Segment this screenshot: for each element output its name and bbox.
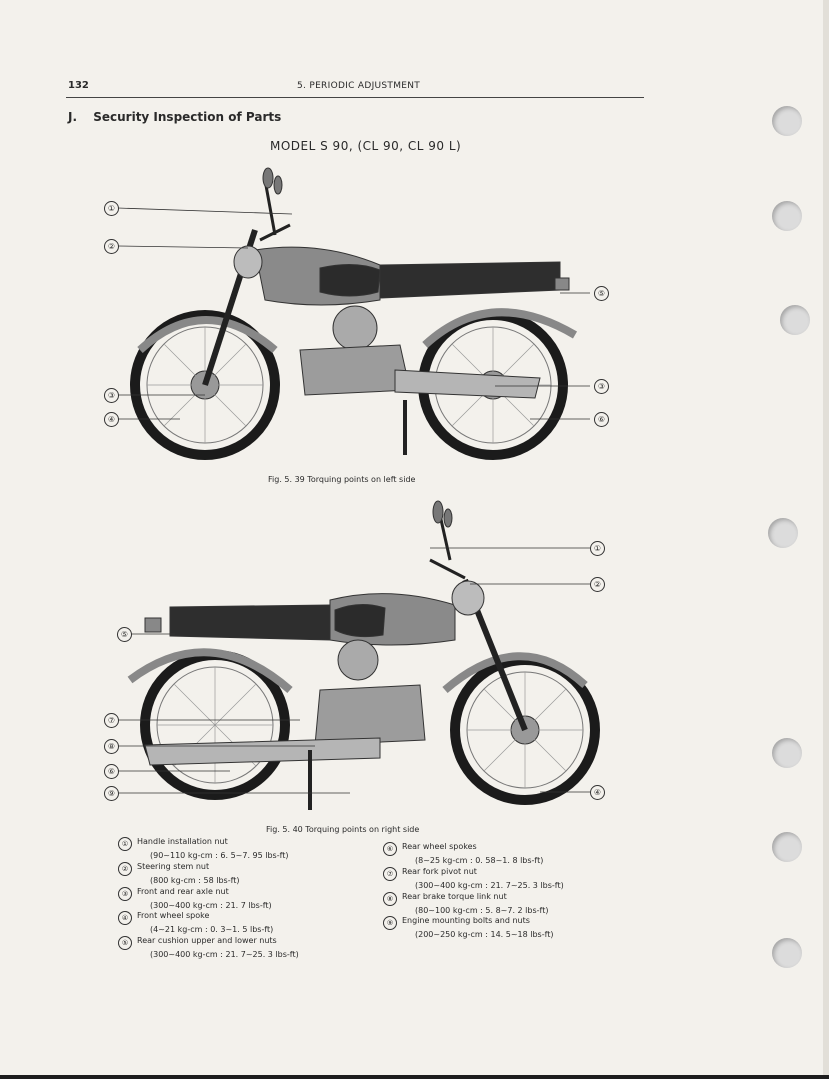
callout-fig2-5: ⑤ bbox=[117, 627, 132, 642]
legend-num: ⑦ bbox=[383, 867, 397, 881]
chapter-title: 5. PERIODIC ADJUSTMENT bbox=[297, 81, 421, 91]
legend-num: ⑥ bbox=[383, 842, 397, 856]
legend-item bbox=[383, 892, 613, 906]
legend-item bbox=[118, 936, 348, 950]
page-number: 132 bbox=[68, 80, 89, 91]
legend-num: ⑧ bbox=[383, 892, 397, 906]
torque-legend-left bbox=[118, 837, 348, 961]
model-title: MODEL S 90, (CL 90, CL 90 L) bbox=[270, 139, 462, 153]
legend-spec: (8~25 kg-cm : 0. 58~1. 8 lbs-ft) bbox=[415, 856, 544, 865]
legend-item bbox=[383, 867, 613, 881]
legend-num: ③ bbox=[118, 887, 132, 901]
section-letter: J. bbox=[68, 110, 78, 124]
figure-caption-1: Fig. 5. 39 Torquing points on left side bbox=[268, 475, 416, 484]
legend-num: ⑨ bbox=[383, 916, 397, 930]
callout-fig1-3: ③ bbox=[104, 388, 119, 403]
legend-name: Steering stem nut bbox=[137, 861, 210, 871]
legend-spec: (200~250 kg-cm : 14. 5~18 lbs-ft) bbox=[415, 930, 554, 940]
legend-spec: (4~21 kg-cm : 0. 3~1. 5 lbs-ft) bbox=[150, 925, 274, 935]
callout-fig1-5: ⑤ bbox=[594, 286, 609, 301]
motorcycle-right-illustration bbox=[130, 501, 595, 810]
callout-fig2-4: ④ bbox=[590, 785, 605, 800]
callout-fig1-1: ① bbox=[104, 201, 119, 216]
legend-item bbox=[118, 911, 348, 925]
legend-num: ④ bbox=[118, 911, 132, 925]
legend-num: ① bbox=[118, 837, 132, 851]
torque-legend-right bbox=[383, 842, 613, 941]
legend-spec: (90~110 kg-cm : 6. 5~7. 95 lbs-ft) bbox=[150, 851, 289, 860]
callout-fig2-1: ① bbox=[590, 541, 605, 556]
legend-item bbox=[118, 887, 348, 901]
legend-item bbox=[383, 916, 613, 930]
legend-item bbox=[118, 837, 348, 851]
legend-item bbox=[383, 842, 613, 856]
callout-fig1-4: ④ bbox=[104, 412, 119, 427]
legend-name: Front wheel spoke bbox=[137, 911, 210, 921]
legend-item bbox=[118, 862, 348, 876]
legend-name: Rear wheel spokes bbox=[402, 842, 477, 851]
callout-fig2-2: ② bbox=[590, 577, 605, 592]
legend-spec: (800 kg-cm : 58 lbs-ft) bbox=[150, 875, 240, 885]
legend-num: ⑤ bbox=[118, 936, 132, 950]
section-title: Security Inspection of Parts bbox=[93, 110, 282, 124]
legend-num: ② bbox=[118, 862, 132, 876]
callout-fig2-8: ⑧ bbox=[104, 739, 119, 754]
legend-name: Rear fork pivot nut bbox=[402, 866, 477, 876]
callout-fig1-6: ⑥ bbox=[594, 412, 609, 427]
legend-name: Handle installation nut bbox=[137, 837, 228, 846]
legend-spec: (300~400 kg-cm : 21. 7~25. 3 lbs-ft) bbox=[150, 950, 299, 960]
callout-fig2-9: ⑨ bbox=[104, 786, 119, 801]
legend-spec: (300~400 kg-cm : 21. 7 lbs-ft) bbox=[150, 900, 272, 910]
figure-caption-2: Fig. 5. 40 Torquing points on right side bbox=[266, 825, 420, 834]
legend-name: Rear cushion upper and lower nuts bbox=[137, 936, 277, 946]
legend-spec: (300~400 kg-cm : 21. 7~25. 3 lbs-ft) bbox=[415, 880, 564, 890]
callout-fig2-7: ⑦ bbox=[104, 713, 119, 728]
callout-fig1-3b: ③ bbox=[594, 379, 609, 394]
legend-name: Engine mounting bolts and nuts bbox=[402, 916, 530, 926]
callout-fig1-2: ② bbox=[104, 239, 119, 254]
legend-name: Rear brake torque link nut bbox=[402, 891, 507, 901]
legend-spec: (80~100 kg-cm : 5. 8~7. 2 lbs-ft) bbox=[415, 905, 549, 915]
callout-fig2-6: ⑥ bbox=[104, 764, 119, 779]
legend-name: Front and rear axle nut bbox=[137, 886, 229, 896]
